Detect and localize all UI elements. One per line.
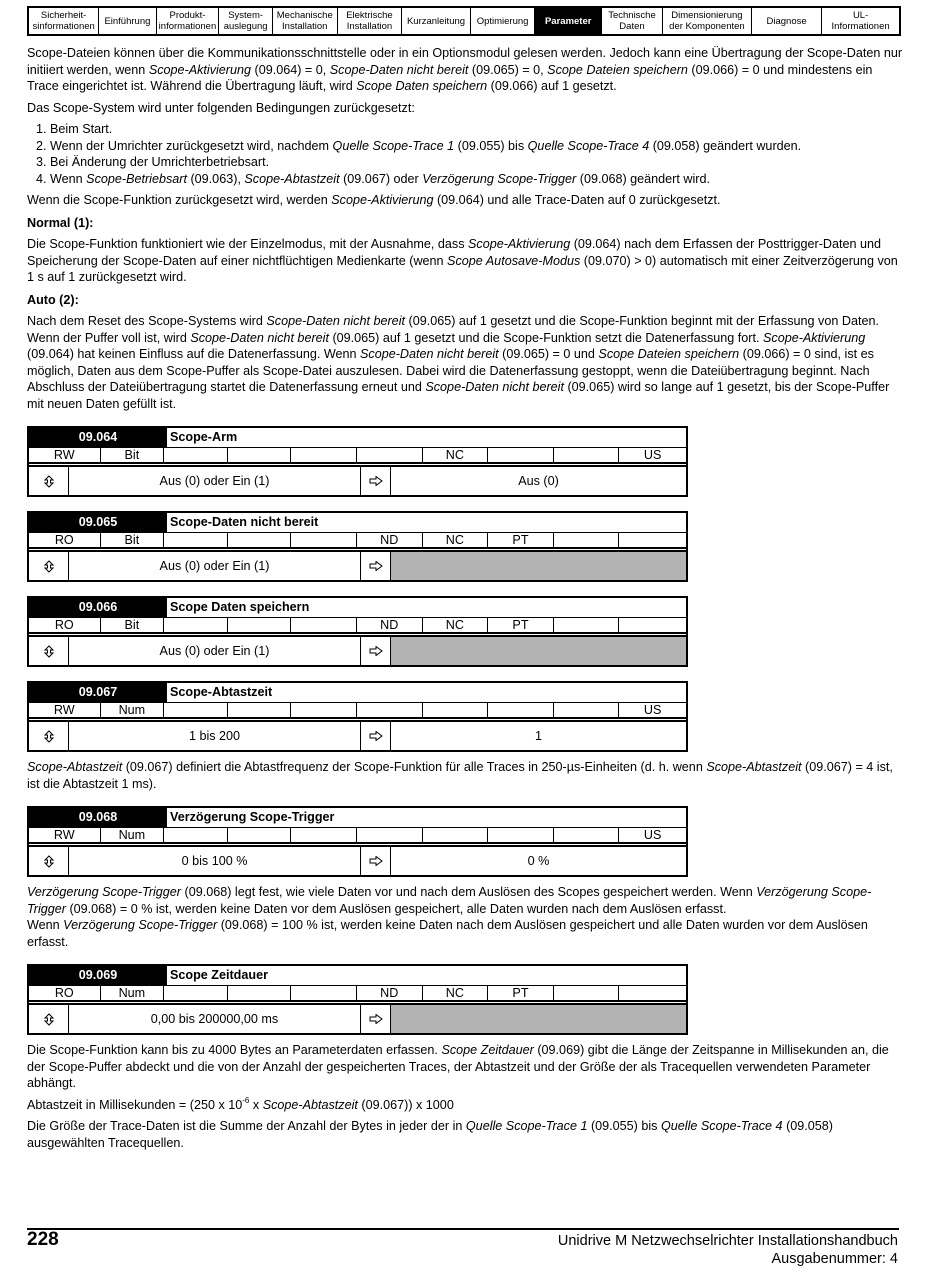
nav-tab[interactable]: Elektrische Installation: [338, 8, 403, 34]
nav-tab[interactable]: UL- Informationen: [831, 10, 890, 32]
parameter-attribute: ND: [357, 986, 423, 1000]
parameter-attribute: NC: [423, 618, 489, 632]
footer-divider: [27, 1228, 899, 1230]
parameter-table: [27, 681, 688, 752]
parameter-number: 09.066: [29, 598, 167, 617]
parameter-header: [29, 598, 686, 618]
parameter-attribute: ND: [357, 618, 423, 632]
paragraph-trigger: Verzögerung Scope-Trigger (09.068) legt fest, wie viele Daten vor und nach dem Auslösen des Scopes gespeichert werden. Wenn Verzögerung Scope-Trigger (09.068) = 0 % ist, werden keine Daten vor dem Auslösen gespeichert, alle Daten wurden nach dem Auslösen erfasst.: [27, 885, 872, 916]
parameter-table: [27, 964, 688, 1035]
parameter-attribute: [228, 986, 292, 1000]
parameter-attribute: [164, 828, 228, 842]
parameter-number: 09.069: [29, 966, 167, 985]
paragraph-intro: Scope-Dateien können über die Kommunikationsschnittstelle oder in ein Optionsmodul gelesen werden. Jedoch kann eine Übertragung der Scope-Daten nur initiiert werden, wenn Scope-Aktivierung (09.064) = 0, Scope-Daten nicht bereit (09.065) = 0, Scope Dateien speichern (09.066) = 0 und mindestens ein Trace eingerichtet ist. Während die Übertragung läuft, wird Scope Daten speichern (09.066) auf 1 gesetzt.: [27, 46, 903, 93]
parameter-default: [391, 1005, 686, 1033]
issue-number: Ausgabenummer: 4: [771, 1251, 898, 1267]
parameter-attribute: [291, 533, 357, 547]
parameter-attribute: Num: [101, 703, 165, 717]
list-item: 2. Wenn der Umrichter zurückgesetzt wird, nachdem Quelle Scope-Trace 1 (09.055) bis Quelle Scope-Trace 4 (09.058) geändert wurden.: [50, 138, 903, 155]
parameter-attribute: NC: [423, 533, 489, 547]
parameter-attribute: RO: [29, 533, 101, 547]
parameter-attribute: [554, 986, 620, 1000]
formula: Abtastzeit in Millisekunden = (250 x $10^{-6}$ x Scope-Abtastzeit (09.067)) x 1000: [27, 1095, 454, 1112]
parameter-attribute: ND: [357, 533, 423, 547]
parameter-attribute: [488, 703, 554, 717]
parameter-attribute: [291, 828, 357, 842]
parameter-attribute: [228, 448, 292, 462]
paragraph-normal: Die Scope-Funktion funktioniert wie der Einzelmodus, mit der Ausnahme, dass Scope-Aktivierung (09.064) nach dem Erfassen der Posttrigger-Daten und Speicherung der Scope-Daten auf einer nichtflüchtigen Medienkarte (wenn Scope Autosave-Modus (09.070) > 0) automatisch mit einer Zeitverzögerung von 1 s auf 1 zurückgesetzt wird.: [27, 237, 898, 284]
parameter-attribute: [291, 618, 357, 632]
parameter-number: 09.064: [29, 428, 167, 447]
parameter-attribute: PT: [488, 618, 554, 632]
parameter-attribute: RW: [29, 703, 101, 717]
paragraph-zeitdauer: Die Scope-Funktion kann bis zu 4000 Bytes an Parameterdaten erfassen. Scope Zeitdauer (09.069) gibt die Länge der Zeitspanne in Millisekunden an, die der Scope-Puffer abdeckt und die von der Anzahl der gespeicherten Traces, der Abtastzeit und der Größe der als Tracequellen verwendeten Parameter abhängt.: [27, 1043, 889, 1090]
parameter-attribute: [554, 448, 620, 462]
parameter-attribute: [228, 828, 292, 842]
heading-auto: Auto (2):: [27, 292, 79, 307]
parameter-default: 0 %: [527, 853, 550, 868]
parameter-attribute: [164, 986, 228, 1000]
list-item: 4. Wenn Scope-Betriebsart (09.063), Scope-Abtastzeit (09.067) oder Verzögerung Scope-Trigger (09.068) geändert wird.: [50, 171, 903, 188]
parameter-attribute: PT: [488, 533, 554, 547]
parameter-attribute: [423, 703, 489, 717]
parameter-attribute: NC: [423, 448, 489, 462]
paragraph-trigger-2: Wenn Verzögerung Scope-Trigger (09.068) = 100 % ist, werden keine Daten nach dem Auslösen gespeichert und alle Daten wurden vor dem Auslösen erfasst.: [27, 918, 868, 949]
right-arrow-icon: [361, 722, 391, 750]
parameter-attribute: Bit: [101, 533, 165, 547]
footer-title: [558, 1232, 898, 1268]
right-arrow-icon: [361, 847, 391, 875]
parameter-table: [27, 596, 688, 667]
nav-tab[interactable]: Parameter: [535, 8, 602, 34]
nav-tab[interactable]: Mechanische Installation: [273, 8, 338, 34]
nav-tab[interactable]: Einführung: [99, 8, 156, 34]
parameter-default: 1: [534, 728, 542, 743]
parameter-name: Scope-Arm: [170, 430, 238, 445]
parameter-attribute: [619, 533, 686, 547]
parameter-range: 1 bis 200: [69, 722, 361, 750]
parameter-values: [29, 635, 686, 665]
parameter-attributes: [29, 533, 686, 549]
parameter-attribute: PT: [488, 986, 554, 1000]
parameter-attributes: [29, 448, 686, 464]
parameter-table: [27, 511, 688, 582]
parameter-attribute: RW: [29, 448, 101, 462]
parameter-range: Aus (0) oder Ein (1): [69, 552, 361, 580]
parameter-attributes: [29, 618, 686, 634]
nav-tab[interactable]: Technische Daten: [602, 8, 663, 34]
parameter-attribute: [228, 703, 292, 717]
parameter-values: [29, 845, 686, 875]
reset-list: [27, 121, 903, 187]
parameter-name: Scope Zeitdauer: [170, 968, 268, 983]
parameter-table: [27, 426, 688, 497]
parameter-header: [29, 428, 686, 448]
paragraph-reset-heading: Das Scope-System wird unter folgenden Bedingungen zurückgesetzt:: [27, 100, 415, 115]
parameter-attribute: Bit: [101, 618, 165, 632]
nav-tab[interactable]: Kurzanleitung: [402, 8, 470, 34]
parameter-name: Scope-Abtastzeit: [170, 685, 273, 700]
parameter-range: Aus (0) oder Ein (1): [69, 637, 361, 665]
right-arrow-icon: [361, 467, 391, 495]
parameter-name: Verzögerung Scope-Trigger: [170, 810, 335, 825]
parameter-attribute: Num: [101, 828, 165, 842]
nav-tab[interactable]: Diagnose: [752, 8, 822, 34]
up-down-arrows-icon: [29, 1005, 69, 1033]
chapter-nav: [27, 6, 901, 36]
up-down-arrows-icon: [29, 847, 69, 875]
parameter-attribute: Bit: [101, 448, 165, 462]
right-arrow-icon: [361, 552, 391, 580]
parameter-attribute: [228, 533, 292, 547]
parameter-attribute: RO: [29, 618, 101, 632]
parameter-attribute: [619, 618, 686, 632]
parameter-attribute: US: [643, 448, 662, 462]
parameter-header: [29, 683, 686, 703]
manual-title: Unidrive M Netzwechselrichter Installationshandbuch: [557, 1233, 898, 1249]
list-item: 1. Beim Start.: [50, 121, 903, 138]
up-down-arrows-icon: [29, 722, 69, 750]
parameter-attribute: [164, 533, 228, 547]
parameter-attribute: [164, 703, 228, 717]
parameter-attribute: [228, 618, 292, 632]
nav-tab[interactable]: Dimensionierung der Komponenten: [663, 8, 752, 34]
parameter-attribute: [357, 703, 423, 717]
parameter-attribute: [357, 448, 423, 462]
parameter-values: [29, 720, 686, 750]
parameter-attribute: [164, 618, 228, 632]
parameter-table: [27, 806, 688, 877]
parameter-attribute: [291, 448, 357, 462]
parameter-header: [29, 513, 686, 533]
page-content: [27, 45, 903, 1156]
right-arrow-icon: [361, 637, 391, 665]
paragraph-abtastzeit: Scope-Abtastzeit (09.067) definiert die Abtastfrequenz der Scope-Funktion für alle Traces in 250-µs-Einheiten (d. h. wenn Scope-Abtastzeit (09.067) = 4 ist, ist die Abtastzeit 1 ms).: [27, 760, 893, 791]
parameter-attribute: [554, 533, 620, 547]
up-down-arrows-icon: [29, 552, 69, 580]
parameter-name: Scope Daten speichern: [170, 600, 310, 615]
parameter-attribute: RO: [29, 986, 101, 1000]
parameter-number: 09.068: [29, 808, 167, 827]
heading-normal: Normal (1):: [27, 215, 94, 230]
parameter-attribute: [357, 828, 423, 842]
parameter-attribute: [554, 828, 620, 842]
parameter-attribute: US: [643, 828, 662, 842]
parameter-attributes: [29, 986, 686, 1002]
parameter-attribute: [554, 703, 620, 717]
parameter-range: 0 bis 100 %: [69, 847, 361, 875]
right-arrow-icon: [361, 1005, 391, 1033]
paragraph-size: Die Größe der Trace-Daten ist die Summe der Anzahl der Bytes in jeder der in Quelle Scope-Trace 1 (09.055) bis Quelle Scope-Trace 4 (09.058) ausgewählten Tracequellen.: [27, 1119, 833, 1150]
parameter-attribute: [423, 828, 489, 842]
parameter-values: [29, 550, 686, 580]
up-down-arrows-icon: [29, 637, 69, 665]
parameter-default: [391, 552, 686, 580]
parameter-name: Scope-Daten nicht bereit: [170, 515, 319, 530]
parameter-values: [29, 465, 686, 495]
parameter-number: 09.067: [29, 683, 167, 702]
parameter-attributes: [29, 703, 686, 719]
parameter-attribute: [488, 828, 554, 842]
nav-tab[interactable]: Sicherheit- sinformationen: [29, 8, 99, 34]
parameter-attribute: [291, 703, 357, 717]
parameter-attribute: [619, 986, 686, 1000]
paragraph-auto: Nach dem Reset des Scope-Systems wird Scope-Daten nicht bereit (09.065) auf 1 gesetzt und die Scope-Funktion beginnt mit der Erfassung von Daten. Wenn der Puffer voll ist, wird Scope-Daten nicht bereit (09.065) auf 1 gesetzt und die Scope-Funktion setzt die Datenerfassung fort. Scope-Aktivierung (09.064) hat keinen Einfluss auf die Datenerfassung. Wenn Scope-Daten nicht bereit (09.065) = 0 und Scope Dateien speichern (09.066) = 0 sind, ist es möglich, Daten aus dem Scope-Puffer als Scope-Datei auszulesen. Dabei wird die Datenerfassung gestoppt, wenn die Dateiübertragung beginnt. Nach Abschluss der Dateiübertragung startet die Datenerfassung erneut und Scope-Daten nicht bereit (09.065) wird so lange auf 1 gesetzt, bis der Scope-Puffer mit neuen Daten gefüllt ist.: [27, 314, 890, 411]
parameter-number: 09.065: [29, 513, 167, 532]
up-down-arrows-icon: [29, 467, 69, 495]
parameter-header: [29, 808, 686, 828]
list-item: 3. Bei Änderung der Umrichterbetriebsart.: [50, 154, 903, 171]
parameter-attribute: RW: [29, 828, 101, 842]
parameter-attribute: Num: [101, 986, 165, 1000]
nav-tab[interactable]: System- auslegung: [219, 8, 273, 34]
parameter-default: [391, 637, 686, 665]
parameter-range: Aus (0) oder Ein (1): [69, 467, 361, 495]
page-number: 228: [27, 1229, 59, 1250]
nav-tab[interactable]: Produkt- informationen: [157, 8, 220, 34]
parameter-attribute: NC: [423, 986, 489, 1000]
parameter-range: 0,00 bis 200000,00 ms: [69, 1005, 361, 1033]
parameter-attribute: [164, 448, 228, 462]
nav-tab[interactable]: Optimierung: [471, 8, 536, 34]
parameter-header: [29, 966, 686, 986]
parameter-attributes: [29, 828, 686, 844]
parameter-attribute: [291, 986, 357, 1000]
paragraph-reset-after: Wenn die Scope-Funktion zurückgesetzt wird, werden Scope-Aktivierung (09.064) und alle Trace-Daten auf 0 zurückgesetzt.: [27, 193, 721, 207]
parameter-attribute: US: [643, 703, 662, 717]
parameter-values: [29, 1003, 686, 1033]
parameter-attribute: [554, 618, 620, 632]
parameter-attribute: [488, 448, 554, 462]
parameter-default: Aus (0): [518, 473, 559, 488]
